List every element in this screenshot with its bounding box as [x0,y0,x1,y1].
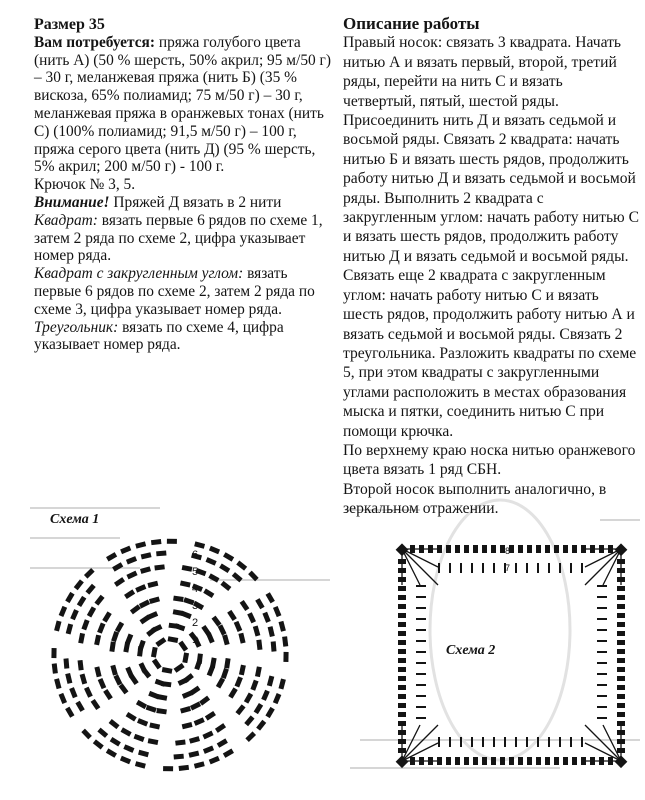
stitch-mark [617,613,625,618]
stitch-mark [548,563,550,573]
stitch-mark [536,545,541,553]
stitch-mark [398,685,406,690]
stitch-mark [438,737,440,747]
row-number: 5 [192,566,199,578]
stitch-mark [416,629,426,631]
stitch-mark [438,563,440,573]
stitch-mark [416,684,426,686]
stitch-mark [526,737,528,747]
stitch-mark [449,737,451,747]
schema-1-label: Схема 1 [50,512,100,527]
stitch-mark [473,757,478,765]
stitch-mark [416,607,426,609]
stitch-mark [617,685,625,690]
stitch-mark [545,757,550,765]
row-number: 7 [505,563,511,573]
stitch-mark [554,545,559,553]
attention-text: Пряжей Д вязать в 2 нити [109,193,282,211]
stitch-mark [398,640,406,645]
stitch-mark [398,631,406,636]
stitch-mark [398,703,406,708]
stitch-mark [416,618,426,620]
stitch-mark [398,649,406,654]
stitch-mark [617,676,625,681]
stitch-mark [617,694,625,699]
stitch-mark [617,640,625,645]
attention-label: Внимание! [34,193,110,211]
row-number: 8 [505,546,511,556]
stitch-mark [471,737,473,747]
stitch-mark [597,629,607,631]
stitch-mark [471,563,473,573]
stitch-mark [509,757,514,765]
stitch-mark [446,545,451,553]
materials-label: Вам потребуется: [34,33,155,51]
corner-fan [585,543,627,585]
stitch-mark [537,563,539,573]
stitch-mark [473,545,478,553]
stitch-mark [416,585,426,587]
triangle-text: вязать по схеме 4, цифра указывает номер ряда. [34,318,284,354]
stitch-mark [617,586,625,591]
stitch-mark [537,737,539,747]
stitch-mark [617,649,625,654]
stitch-mark [527,545,532,553]
stitch-mark [416,651,426,653]
row-number: 6 [192,549,199,561]
stitch-mark [617,703,625,708]
stitch-mark [416,596,426,598]
stitch-mark [493,563,495,573]
stitch-mark [597,651,607,653]
second-sock-note: Второй носок выполнить аналогично, в зеркальном отражении. [343,480,607,518]
stitch-mark [416,662,426,664]
stitch-mark [536,757,541,765]
stitch-mark [449,563,451,573]
stitch-mark [518,757,523,765]
stitch-mark [617,622,625,627]
corner-fan [585,725,627,768]
rounded-square-label: Квадрат с закругленным углом: [34,265,244,283]
stitch-mark [482,757,487,765]
stitch-mark [482,737,484,747]
stitch-mark [559,563,561,573]
stitch-mark [597,684,607,686]
stitch-mark [398,613,406,618]
square-text: вязать первые 6 рядов по схеме 1, затем 2 ряда по схеме 2, цифра указывает номер ряда. [34,211,323,265]
stitch-mark [597,673,607,675]
stitch-mark [398,694,406,699]
stitch-mark [572,757,577,765]
stitch-mark [515,737,517,747]
stitch-mark [617,658,625,663]
stitch-mark [398,667,406,672]
stitch-mark [398,712,406,717]
stitch-mark [527,757,532,765]
stitch-mark [416,717,426,719]
stitch-mark [464,757,469,765]
stitch-mark [398,676,406,681]
stitch-mark [491,545,496,553]
rounded-square-text: вязать первые 6 рядов по схеме 2, затем 2 ряда по схеме 3, цифра указывает номер ряда. [34,265,315,318]
stitch-mark [416,640,426,642]
row-number: 3 [192,600,199,612]
corner-fan [396,725,438,768]
stitch-mark [545,545,550,553]
stitch-mark [570,563,572,573]
stitch-mark [398,658,406,663]
stitch-mark [504,737,506,747]
stitch-mark [617,604,625,609]
stitch-mark [617,667,625,672]
stitch-mark [554,757,559,765]
stitch-mark [526,563,528,573]
stitch-mark [500,757,505,765]
stitch-mark [563,545,568,553]
stitch-mark [597,662,607,664]
stitch-mark [398,595,406,600]
stitch-mark [597,695,607,697]
edge-instruction: По верхнему краю носка нитью оранжевого цвета вязать 1 ряд СБН. [343,441,636,479]
stitch-mark [617,712,625,717]
stitch-mark [416,706,426,708]
stitch-mark [464,545,469,553]
description-text: Правый носок: связать 3 квадрата. Начать нитью А и вязать первый, второй, третий ряды, перейти на нить С и вязать четвертый, пятый, шестой ряды. Присоединить нить Д и вязать седьмой и восьмой ряды. Связать 2 квадрата: начать нитью Б и вязать шесть рядов, продолжить работу нитью Д и вязать седьмой и восьмой ряды. Выполнить 2 квадрата с закругленным углом: начать работу нитью С и вязать шесть рядов, продолжить работу нитью Д и вязать седьмой и восьмой ряды. Связать еще 2 квадрата с закругленным углом: начать работу нитью С и вязать шесть рядов, продолжить работу нитью А и вязать седьмой и восьмой ряды. Связать 2 треугольника. Разложить квадраты по схеме 5, при этом квадраты с закругленными углами расположить в местах образования мыска и пятки, соединить нитью С при помощи крючка. [343,34,640,440]
stitch-mark [398,586,406,591]
stitch-mark [491,757,496,765]
stitch-mark [398,622,406,627]
materials-text: пряжа голубого цвета (нить А) (50 % шерсть, 50% акрил; 95 м/50 г) – 30 г, меланжевая пряжа (нить Б) (35 % вискоза, 65% полиамид; 75 м/50 г) – 30 г, меланжевая пряжа в оранжевых тонах (нить С) (100% полиамид; 91,5 м/50 г) – 100 г, пряжа серого цвета (нить Д) (95 % шерсть, 5% акрил; 200 м/50 г) - 100 г. [34,33,331,176]
size-title: Размер 35 [34,16,105,33]
schema-2-label: Схема 2 [446,643,496,658]
row-number: 4 [192,583,199,595]
stitch-mark [446,757,451,765]
stitch-mark [416,673,426,675]
stitch-mark [515,563,517,573]
stitch-mark [597,640,607,642]
stitch-mark [597,706,607,708]
stitch-mark [581,737,583,747]
stitch-mark [455,757,460,765]
stitch-mark [548,737,550,747]
stitch-mark [563,757,568,765]
stitch-mark [597,607,607,609]
stitch-mark [482,563,484,573]
row-number: 1 [192,634,199,646]
stitch-mark [572,545,577,553]
stitch-mark [416,695,426,697]
stitch-mark [493,737,495,747]
stitch-mark [597,585,607,587]
stitch-mark [581,563,583,573]
corner-fan [396,543,438,585]
stitch-mark [597,596,607,598]
stitch-mark [570,737,572,747]
stitch-mark [482,545,487,553]
schema-2-stitches [398,545,625,765]
stitch-mark [518,545,523,553]
stitch-mark [597,717,607,719]
stitch-mark [460,563,462,573]
stitch-mark [559,737,561,747]
row-number: 2 [192,617,199,629]
triangle-label: Треугольник: [34,318,119,336]
stitch-mark [398,604,406,609]
description-title: Описание работы [343,14,480,33]
stitch-mark [460,737,462,747]
stitch-mark [617,595,625,600]
stitch-mark [617,631,625,636]
stitch-mark [597,618,607,620]
stitch-mark [455,545,460,553]
hook-size: Крючок № 3, 5. [34,176,136,194]
square-label: Квадрат: [34,211,98,229]
